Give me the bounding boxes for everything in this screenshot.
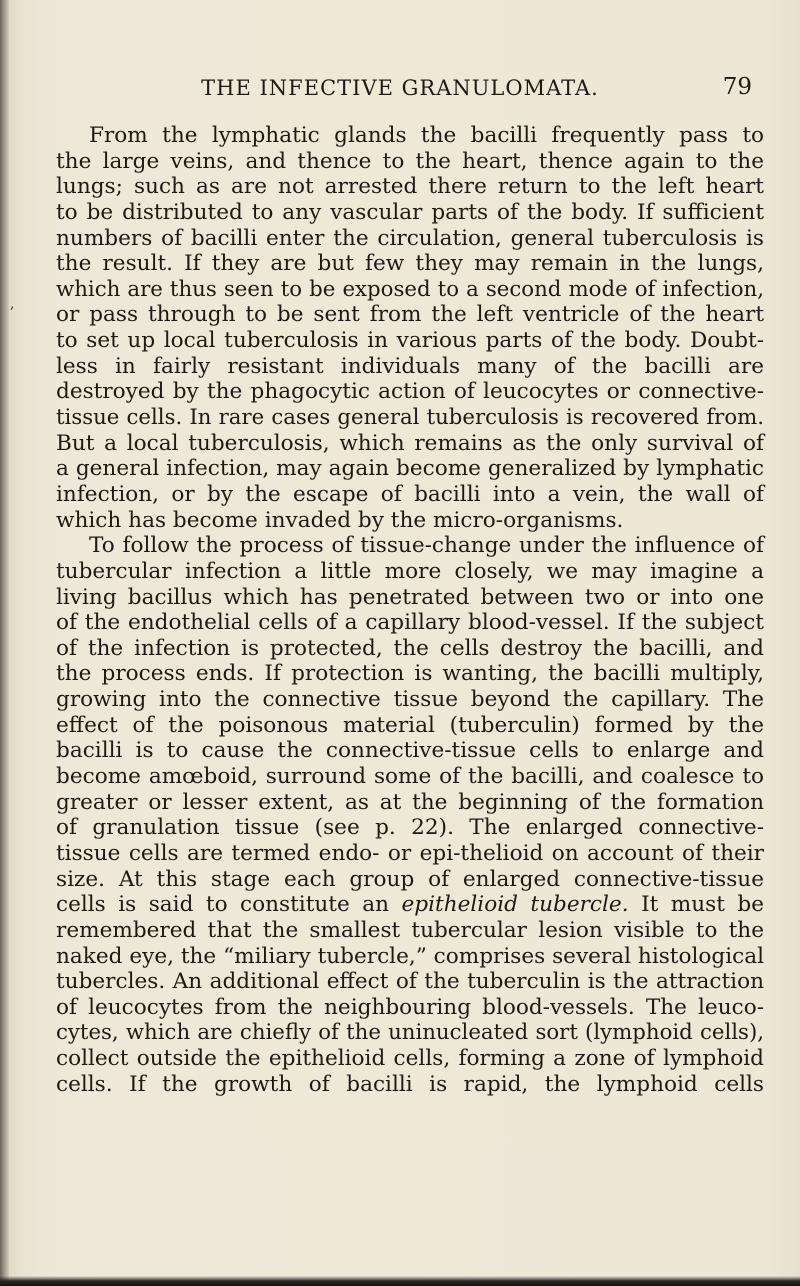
text-line: the large veins, and thence to the heart, thence again to the (56, 148, 764, 174)
running-head (40, 52, 760, 100)
text-line: of leucocytes from the neighbouring blood-vessels. The leuco- (56, 994, 764, 1020)
text-line: to be distributed to any vascular parts of the body. If sufficient (56, 199, 764, 225)
text-line: which are thus seen to be exposed to a second mode of infection, (56, 276, 764, 302)
text-line: cytes, which are chiefly of the uninucleated sort (lymphoid cells), (56, 1020, 764, 1046)
text-line: of granulation tissue (see p. 22). The enlarged connective- (56, 815, 764, 841)
text-line: destroyed by the phagocytic action of leucocytes or connective- (56, 379, 764, 405)
text-line: the result. If they are but few they may remain in the lungs, (56, 251, 764, 277)
text-line: bacilli is to cause the connective-tissue cells to enlarge and (56, 738, 764, 764)
text-line: effect of the poisonous material (tuberculin) formed by the (56, 712, 764, 738)
text-line: collect outside the epithelioid cells, forming a zone of lymphoid (56, 1046, 764, 1072)
italic-term: epithelioid tubercle. (401, 892, 629, 918)
text-line: or pass through to be sent from the left ventricle of the heart (56, 302, 764, 328)
text-line: tubercles. An additional effect of the tuberculin is the attraction (56, 969, 764, 995)
text-span: cells is said to constitute an (56, 892, 390, 918)
chapter-title: THE INFECTIVE GRANULOMATA. (201, 76, 599, 100)
text-line: of the infection is protected, the cells destroy the bacilli, and (56, 635, 764, 661)
text-line: naked eye, the “miliary tubercle,” comprises several histological (56, 943, 764, 969)
text-line: tubercular infection a little more closely, we may imagine a (56, 558, 764, 584)
text-line: the process ends. If protection is wanting, the bacilli multiply, (56, 661, 764, 687)
text-line: From the lymphatic glands the bacilli frequently pass to (89, 123, 764, 148)
page-bottom-edge (0, 1276, 800, 1286)
text-line: become amœboid, surround some of the bacilli, and coalesce to (56, 764, 764, 790)
book-spine-edge (0, 0, 9, 1286)
text-line: living bacillus which has penetrated between two or into one (56, 584, 764, 610)
text-line: to set up local tuberculosis in various parts of the body. Doubt- (56, 328, 764, 354)
text-line: infection, or by the escape of bacilli into a vein, the wall of (56, 481, 764, 507)
body-text (56, 123, 764, 1097)
text-line: less in fairly resistant individuals many of the bacilli are (56, 353, 764, 379)
text-line: numbers of bacilli enter the circulation, general tuberculosis is (56, 225, 764, 251)
text-line: To follow the process of tissue-change under the influence of (89, 533, 764, 559)
text-span: It must be (641, 892, 764, 918)
text-line: which has become invaded by the micro-organisms. (56, 507, 624, 533)
text-line-with-term (56, 892, 764, 918)
text-line: a general infection, may again become generalized by lymphatic (56, 456, 764, 482)
text-line: But a local tuberculosis, which remains as the only survival of (56, 430, 764, 456)
text-line: growing into the connective tissue beyond the capillary. The (56, 687, 764, 713)
text-line: lungs; such as are not arrested there return to the left heart (56, 174, 764, 200)
text-line: of the endothelial cells of a capillary blood-vessel. If the subject (56, 610, 764, 636)
text-line: greater or lesser extent, as at the beginning of the formation (56, 789, 764, 815)
page-number: 79 (722, 74, 752, 100)
text-line: remembered that the smallest tubercular lesion visible to the (56, 917, 764, 943)
text-line: tissue cells are termed endo- or epi-thelioid on account of their (56, 840, 764, 866)
text-line: cells. If the growth of bacilli is rapid, the lymphoid cells (56, 1071, 764, 1097)
text-line: size. At this stage each group of enlarged connective-tissue (56, 866, 764, 892)
text-line: tissue cells. In rare cases general tuberculosis is recovered from. (56, 405, 764, 431)
margin-mark: , (10, 296, 15, 312)
